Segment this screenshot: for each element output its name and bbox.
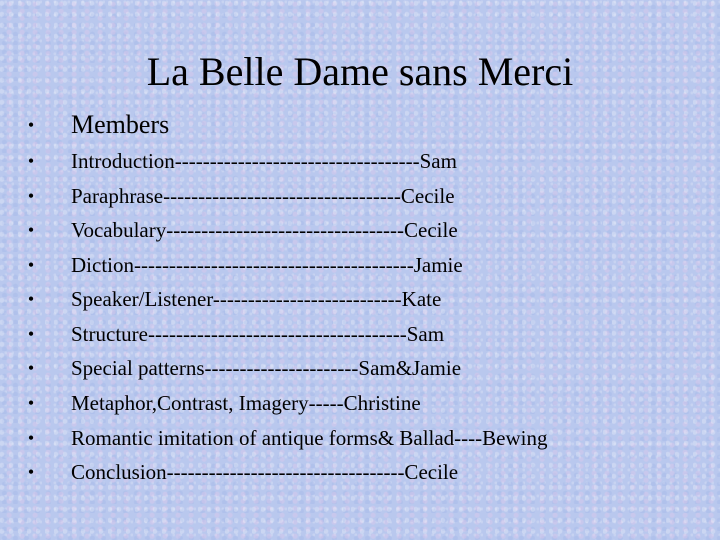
list-item-label: Members: [71, 110, 170, 139]
bullet-icon: •: [27, 151, 35, 171]
list-item-label: Introduction-----------------------------------Sam: [71, 149, 457, 173]
bullet-icon: •: [27, 220, 35, 240]
bullet-icon: •: [27, 255, 35, 275]
bullet-icon: •: [27, 358, 35, 378]
bullet-icon: •: [27, 186, 35, 206]
bullet-icon: •: [27, 462, 35, 482]
bullet-icon: •: [27, 428, 35, 448]
list-item-label: Romantic imitation of antique forms& Ballad----Bewing: [71, 426, 548, 450]
bullet-icon: •: [27, 324, 35, 344]
bullet-icon: •: [27, 393, 35, 413]
list-item-label: Speaker/Listener---------------------------Kate: [71, 287, 442, 311]
slide-title: La Belle Dame sans Merci: [146, 49, 574, 94]
bullet-icon: •: [27, 289, 35, 309]
list-item-label: Diction----------------------------------------Jamie: [71, 253, 463, 277]
bullet-icon: •: [27, 115, 35, 135]
list-item-label: Conclusion----------------------------------Cecile: [71, 460, 459, 484]
list-item-label: Paraphrase----------------------------------Cecile: [71, 184, 455, 208]
list-item-label: Special patterns----------------------Sam&Jamie: [71, 356, 462, 380]
list-item-label: Structure-------------------------------------Sam: [71, 322, 445, 346]
list-item-label: Metaphor,Contrast, Imagery-----Christine: [71, 391, 421, 415]
list-item-label: Vocabulary----------------------------------Cecile: [71, 218, 458, 242]
